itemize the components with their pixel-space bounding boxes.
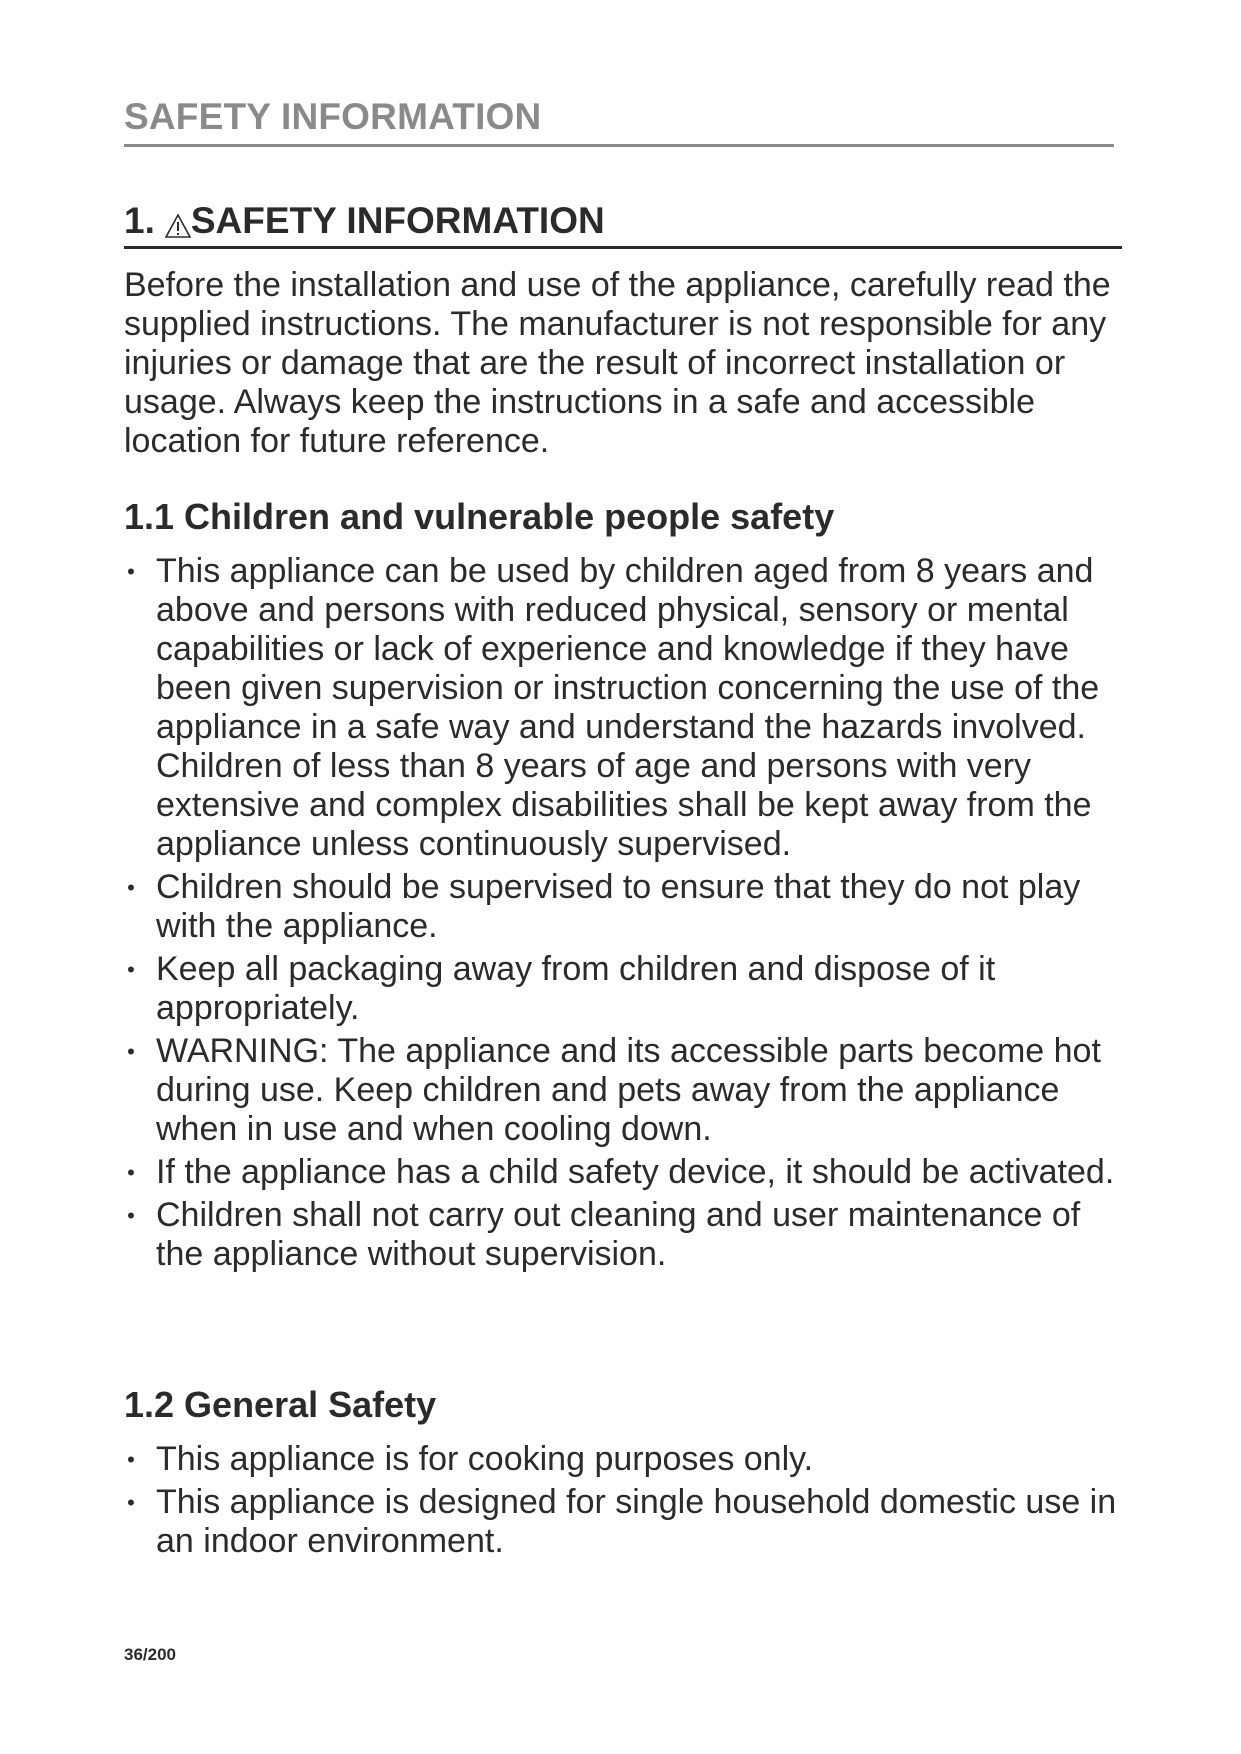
running-header: SAFETY INFORMATION	[124, 96, 1114, 147]
bullet-dot: •	[127, 957, 135, 982]
bullet-dot: •	[127, 559, 135, 584]
list-item	[124, 1196, 1124, 1274]
subsection-heading-general: 1.2 General Safety	[124, 1384, 437, 1425]
bullet-dot: •	[127, 1490, 135, 1515]
list-item-text: This appliance is designed for single household domestic use in an indoor environment.	[156, 1483, 1117, 1560]
section-title-text: SAFETY INFORMATION	[190, 200, 605, 241]
list-item-text: If the appliance has a child safety device, it should be activated.	[156, 1153, 1115, 1191]
list-item-text: This appliance can be used by children aged from 8 years and above and persons with reduced physical, sensory or mental capabilities or lack of experience and knowledge if they have been given supervision or instruction concerning the use of the appliance in a safe way and understand the hazards involved. Children of less than 8 years of age and persons with very extensive and complex disabilities shall be kept away from the appliance unless continuously supervised.	[156, 552, 1100, 863]
list-item-text: Children should be supervised to ensure that they do not play with the appliance.	[156, 868, 1081, 945]
general-safety-list	[124, 1440, 1124, 1565]
section-title	[124, 200, 1122, 249]
subsection-heading-children: 1.1 Children and vulnerable people safety	[124, 496, 835, 537]
bullet-dot: •	[127, 1039, 135, 1064]
intro-paragraph: Before the installation and use of the appliance, carefully read the supplied instructions. The manufacturer is not responsible for any injuries or damage that are the result of incorrect installation or usage. Always keep the instructions in a safe and accessible location for future reference.	[124, 266, 1111, 460]
list-item	[124, 1153, 1124, 1192]
list-item-text: Keep all packaging away from children and dispose of it appropriately.	[156, 950, 996, 1027]
section-number: 1.	[124, 200, 155, 241]
list-item-text: Children shall not carry out cleaning and user maintenance of the appliance without supervision.	[156, 1196, 1081, 1273]
children-safety-list	[124, 552, 1124, 1278]
warning-triangle-icon	[165, 206, 191, 232]
list-item-text: WARNING: The appliance and its accessible parts become hot during use. Keep children and pets away from the appliance when in use and when cooling down.	[156, 1032, 1101, 1148]
list-item	[124, 950, 1124, 1028]
bullet-dot: •	[127, 1447, 135, 1472]
list-item-text: This appliance is for cooking purposes only.	[156, 1440, 814, 1478]
list-item	[124, 1032, 1124, 1149]
bullet-dot: •	[127, 1203, 135, 1228]
list-item	[124, 1483, 1124, 1561]
list-item	[124, 868, 1124, 946]
bullet-dot: •	[127, 1160, 135, 1185]
list-item	[124, 552, 1124, 864]
list-item	[124, 1440, 1124, 1479]
bullet-dot: •	[127, 875, 135, 900]
page-number: 36/200	[124, 1645, 176, 1664]
